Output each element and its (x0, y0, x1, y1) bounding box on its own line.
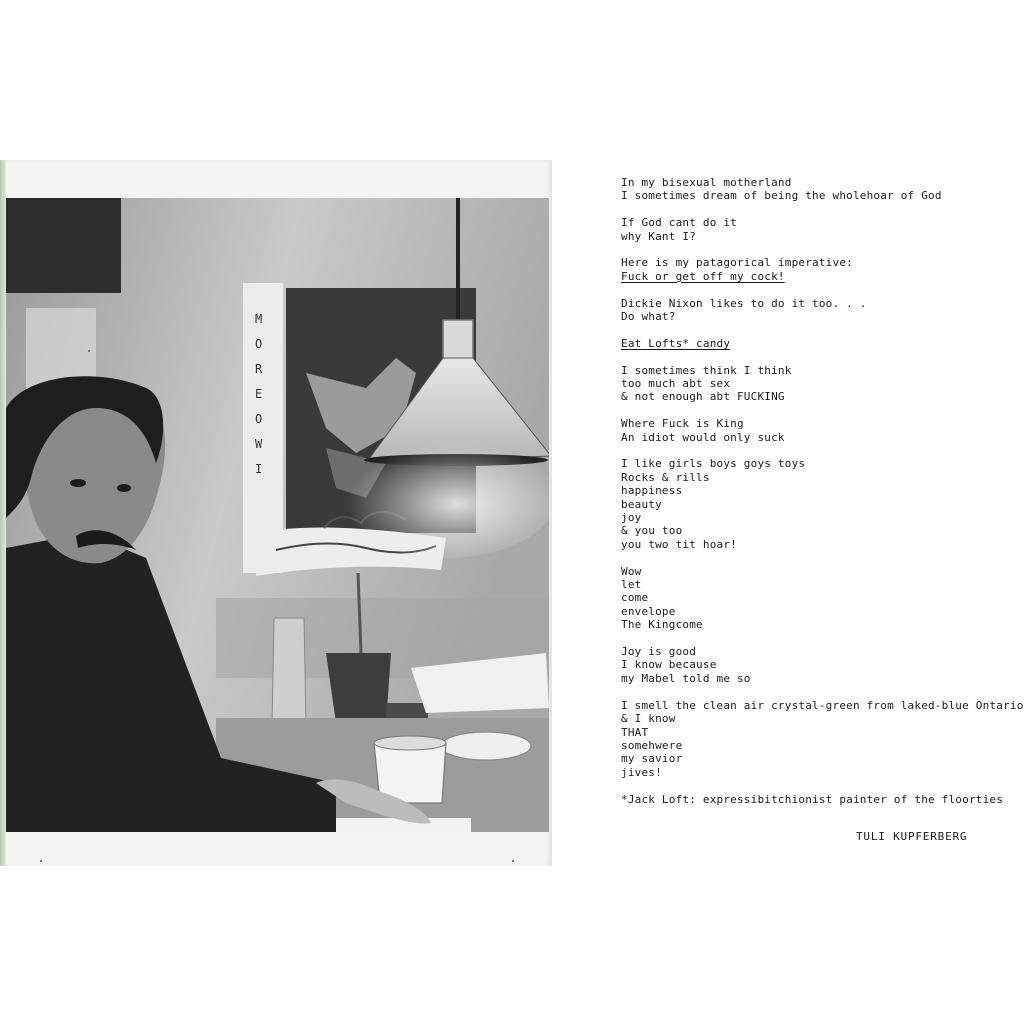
left-page (0, 160, 552, 866)
poem-line: come (621, 591, 649, 605)
svg-text:M: M (255, 312, 263, 326)
poem-line: Dickie Nixon likes to do it too. . . (621, 296, 867, 310)
footnote (621, 792, 1004, 806)
author-signature: TULI KUPFERBERG (856, 830, 968, 843)
poem-line: & I know (621, 712, 676, 726)
poem-line: why Kant I? (621, 229, 697, 243)
stanza-6 (621, 364, 1001, 404)
poem-line: I sometimes dream of being the wholehoar of God (621, 189, 942, 203)
underlined-line: Eat Lofts* candy (621, 336, 731, 350)
stanza-11 (621, 698, 1024, 779)
svg-text:E: E (255, 387, 263, 401)
svg-text:W: W (255, 437, 263, 451)
svg-text:O: O (255, 337, 263, 351)
svg-text:I: I (255, 462, 263, 476)
print-speck (40, 860, 42, 862)
stanza-3 (621, 256, 1001, 283)
poem-line: jives! (621, 765, 662, 779)
stanza-1 (621, 176, 1001, 203)
poem-line: I like girls boys goys toys (621, 457, 806, 471)
poem-line: Here is my patagorical imperative: (621, 256, 853, 270)
portrait-photo-image (6, 198, 549, 832)
poem-line: Rocks & rills (621, 470, 710, 484)
poem-line: I smell the clean air crystal-green from laked-blue Ontario (621, 698, 1024, 712)
stanza-4 (621, 297, 1001, 324)
poem-line: you two tit hoar! (621, 537, 737, 551)
poem-line: Joy is good (621, 645, 697, 659)
stanza-5 (621, 337, 1001, 350)
stanza-2 (621, 216, 1001, 243)
stanza-10 (621, 645, 1001, 685)
poem-line: & not enough abt FUCKING (621, 390, 785, 404)
poem-line: If God cant do it (621, 216, 737, 230)
poem-text (621, 176, 1024, 806)
portrait-photo (6, 198, 549, 832)
stanza-8 (621, 457, 1001, 551)
poem-line: In my bisexual motherland (621, 176, 792, 189)
poem-line: my Mabel told me so (621, 671, 751, 685)
poem-line: An idiot would only suck (621, 430, 785, 444)
poem-line: Wow (621, 564, 642, 578)
footnote-text: *Jack Loft: expressibitchionist painter of the floorties (621, 792, 1004, 806)
poem-line: I sometimes think I think (621, 363, 792, 377)
poem-line: happiness (621, 484, 683, 498)
poem-line: my savior (621, 752, 683, 766)
svg-text:O: O (255, 412, 263, 426)
poem-line: envelope (621, 604, 676, 618)
poem-line: THAT (621, 725, 649, 739)
stanza-7 (621, 417, 1001, 444)
print-speck (88, 350, 90, 352)
stanza-9 (621, 565, 1001, 632)
poem-line: Where Fuck is King (621, 417, 744, 431)
poem-line: joy (621, 511, 642, 525)
poem-line: Do what? (621, 310, 676, 324)
underlined-line: Fuck or get off my cock! (621, 269, 785, 283)
svg-text:R: R (255, 362, 263, 376)
print-speck (512, 860, 514, 862)
poem-line: & you too (621, 524, 683, 538)
poem-line: let (621, 578, 642, 592)
poem-line: I know because (621, 658, 717, 672)
poem-line: The Kingcome (621, 618, 703, 632)
poem-line: too much abt sex (621, 377, 731, 391)
poem-line: somehwere (621, 738, 683, 752)
poem-line: beauty (621, 497, 662, 511)
